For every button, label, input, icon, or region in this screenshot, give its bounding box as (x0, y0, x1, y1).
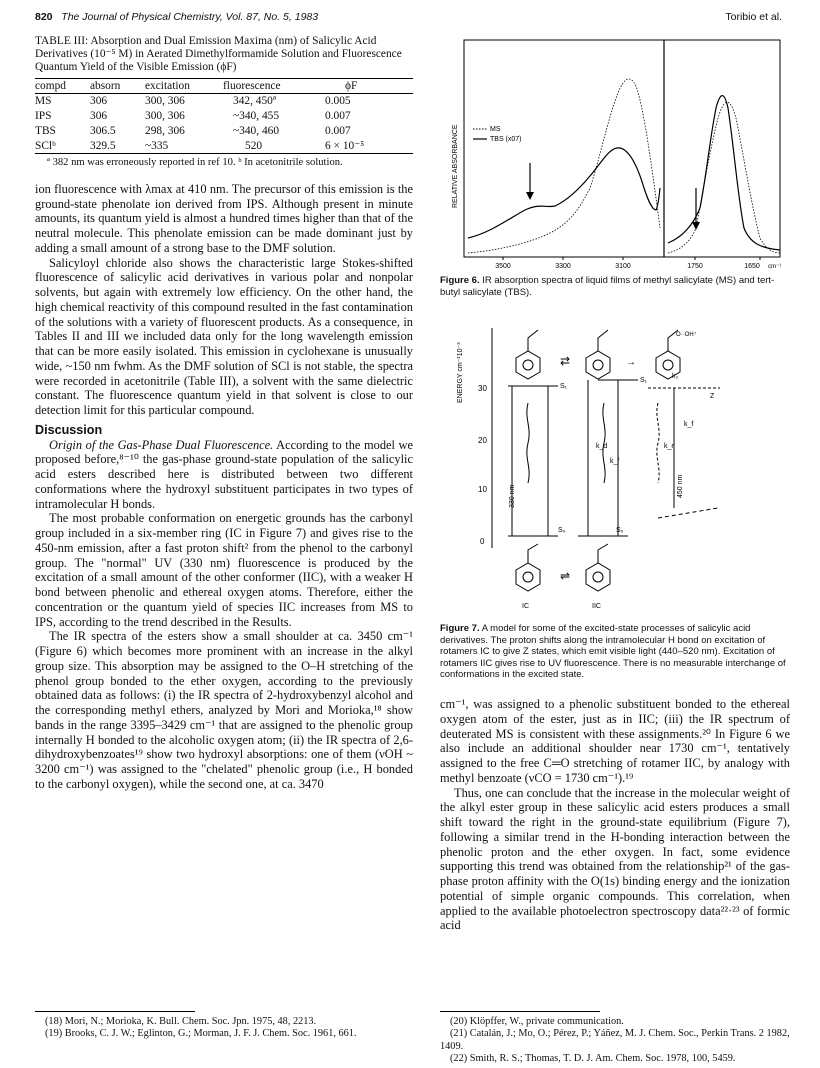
y-tick-label: 10 (478, 485, 487, 494)
cell: ~340, 460 (233, 124, 280, 137)
label-ic: IC (522, 603, 529, 610)
label-330nm: 330 nm (509, 484, 516, 508)
x-tick-label: 3500 (495, 263, 511, 270)
table-header-rule (35, 78, 413, 95)
section-heading: Discussion (35, 422, 103, 437)
cell: 306 (90, 95, 108, 108)
legend-ms: MS (490, 126, 501, 133)
y-tick-label: 0 (480, 537, 485, 546)
cell: 306.5 (90, 124, 116, 137)
x-tick-label: 3100 (615, 263, 631, 270)
wavy-arrow (527, 403, 529, 483)
label-s0: S₀ (616, 527, 624, 534)
y-axis-label: ENERGY cm⁻¹10⁻³ (457, 342, 464, 403)
running-authors: Toribio et al. (725, 11, 782, 23)
label-kf: k_f (684, 421, 694, 428)
molecule-ic-ground (516, 544, 540, 591)
label-k2: k₂ (672, 373, 679, 380)
caption-text: IR absorption spectra of liquid films of methyl salicylate (MS) and tert-butyl salicylate (TBS). (440, 275, 775, 298)
paragraph-text: According to the model we proposed before,⁸⁻¹⁰ the gas-phase ground-state population of the salicylic acid esters described here is distributed between two different conformations where the hydroxyl substituent participates in two types of intramolecular H bonds. (35, 437, 414, 511)
paragraph: ion fluorescence with λmax at 410 nm. The precursor of this emission is the ground-state phenolate ion derived from IPS. Although present in minute amounts, its quantum yield is almost a hundred times higher than that of the neutral molecule. This phenolate emission can be made dominant just by adding a small amount of a strong base to the DMF solution. (35, 181, 413, 255)
paragraph: Thus, one can conclude that the increase in the molecular weight of the alkyl ester group in these salicylic acid esters produces a small shift toward the right in the ground-state equilibrium (Figure 7), following a similar trend in the H-bonding interaction between the phenolic proton and the ether oxygen. In fact, some evidence supporting this trend was obtained from the relationship²¹ of the gas-phase proton affinity with the O(1s) binding energy and the ionization potential of simple organic compounds. This correlation, when applied to the available photoelectron spectroscopy data²²·²³ of formic acid (440, 785, 790, 933)
cell: IPS (35, 110, 52, 123)
paragraph: The IR spectra of the esters show a small shoulder at ca. 3450 cm⁻¹ (Figure 6) which becomes more prominent with an increase in the alkyl group size. This absorption may be assigned to the O–H stretching of the phenol group bonded to the ether oxygen, according to the previously obtained data as follows: (i) the IR spectra of 2-hydroxybenzyl alcohol and the corresponding methyl ethers, analyzed by Mori and Morioka,¹⁸ show bands in the range 3395–3429 cm⁻¹ that are assigned to the phenolic group internally H bonded to the alcoholic oxygen atom; (ii) the IR spectra of 2,6-dihydroxybenzoates¹⁹ show two hydroxyl absorptions: one of them (νOH ~ 3200 cm⁻¹) was assigned to the "chelated" phenolic group (i.e., H bonded to the carbonyl oxygen), while the second one, at ca. 3470 (35, 629, 413, 791)
label-kf: k_f (610, 458, 620, 465)
page-number: 820 (35, 11, 53, 23)
label-z: Z (710, 393, 715, 400)
molecule-iic-ground (586, 544, 610, 591)
equilibrium-symbol: ⇄ (560, 354, 571, 368)
y-tick-label: 30 (478, 384, 487, 393)
reference: (18) Mori, N.; Morioka, K. Bull. Chem. Soc. Jpn. 1975, 48, 2213. (45, 1016, 317, 1027)
x-unit-label: cm⁻¹ (768, 264, 782, 270)
subheading-italic: Origin of the Gas-Phase Dual Fluorescence. (49, 437, 274, 452)
equilibrium-symbol: ⇌ (560, 569, 571, 583)
label-kr: k_r (664, 443, 674, 450)
y-tick-label: 20 (478, 436, 487, 445)
left-references (35, 1011, 413, 1041)
paragraph (35, 438, 413, 512)
table-footnote: ª 382 nm was erroneously reported in ref 10. ᵇ In acetonitrile solution. (47, 157, 343, 169)
cell: 300, 306 (145, 110, 185, 123)
col-header: absorn (90, 79, 121, 92)
figure-6-caption (440, 275, 790, 298)
label-kd: k_d (596, 443, 608, 450)
reference: (19) Brooks, C. J. W.; Eglinton, G.; Morman, J. F. J. Chem. Soc. 1961, 661. (45, 1028, 357, 1040)
paragraph: The most probable conformation on energetic grounds has the carbonyl group included in a six-member ring (IC in Figure 7) and gives rise to the 450-nm emission, after a fast proton shift² from the phenol to the carbonyl group. The "normal" UV (330 nm) fluorescence is produced by the excitation of a small amount of the other conformer (IIC), with a weaker H bond between phenolic and ethereal oxygen atoms. Therefore, either the concentration or the quantum yield of species IIC increases from MS to IPS, according to the trend described in the Results. (35, 511, 413, 629)
journal-title: The Journal of Physical Chemistry, Vol. 87, No. 5, 1983 (61, 11, 319, 23)
cell: 0.005 (325, 95, 351, 108)
ms-curve-right (668, 102, 780, 253)
cell: 6 × 10⁻⁵ (325, 139, 365, 152)
reaction-arrow: → (626, 357, 636, 368)
x-tick-label: 1750 (687, 263, 703, 270)
col-header: excitation (145, 79, 190, 92)
label-450nm: 450 nm (677, 474, 684, 498)
table-3 (35, 79, 413, 94)
figure-6-ir-spectra (440, 38, 790, 270)
molecule-ic-excited (516, 330, 540, 379)
figure-7-energy-diagram (448, 308, 738, 618)
cell: 329.5 (90, 139, 116, 152)
right-column (440, 697, 790, 933)
table-row (35, 109, 413, 124)
x-tick-label: 3300 (555, 263, 571, 270)
legend-tbs: TBS (x07) (490, 136, 522, 143)
label-iic: IIC (592, 603, 601, 610)
table-row (35, 124, 413, 139)
label-s1: S₁ (560, 383, 568, 390)
col-header: compd (35, 79, 67, 92)
running-header (35, 11, 318, 23)
table-row (35, 94, 413, 109)
shoulder-arrowhead-right (692, 222, 700, 230)
paragraph: cm⁻¹, was assigned to a phenolic substituent bonded to the ethereal oxygen atom of the ester, just as in IIC; (iii) the IR spectrum of deuterated MS is consistent with these assignments.²⁰ In Figure 6 we also include an additional shoulder near 1730 cm⁻¹, tentatively assigned to the free C═O stretching of rotamer IIC, by analogy with methyl benzoate (νCO = 1730 cm⁻¹).¹⁹ (440, 697, 790, 785)
y-axis-label: RELATIVE ABSORBANCE (452, 124, 459, 208)
label-s1: S₁ (640, 377, 648, 384)
label-ohplus: O··OH⁺ (676, 332, 697, 338)
cell: 306 (90, 110, 108, 123)
label-s0: S₀ (558, 527, 566, 534)
paragraph: Salicyloyl chloride also shows the characteristic large Stokes-shifted fluorescence of salicylic acid derivatives in various polar and nonpolar solvents, but again with extremely low efficiency. On the other hand, the high chemical reactivity of this compound resulted in the fast contamination of the solutions with a variety of fluorescent products. As a consequence, in Tables II and III we included data only for the long wavelength emission that can be more easily isolated. This emission in cyclohexane is unusually wide, ~150 nm fwhm. As the DMF solution of SCl is not stable, the spectra were recorded in acetonitrile (Table III), a solvent with the same dielectric constant. The fluorescence quantum yield in that solvent is close to our detection limit for this particular compound. (35, 255, 413, 418)
cell: 298, 306 (145, 124, 185, 137)
molecule-iic-excited (586, 330, 610, 379)
right-references (440, 1011, 790, 1066)
cell: ~340, 455 (233, 110, 280, 123)
cell: 0.007 (325, 124, 351, 137)
caption-text: A model for some of the excited-state processes of salicylic acid derivatives. The proton shifts along the intramolecular H bond on excitation of rotamers IC to give Z states, which emit visible light (440–520 nm). Excitation of rotamers IIC gives rise to UV fluorescence. There is no measurable interchange of conformations in the excited state. (440, 623, 786, 681)
footnote-rule (35, 1011, 195, 1012)
z-ground-level (658, 508, 718, 518)
table-row (35, 139, 413, 154)
wavy-arrow (657, 403, 659, 483)
cell: MS (35, 95, 52, 108)
tbs-curve-right (668, 96, 780, 250)
shoulder-arrowhead (526, 192, 534, 200)
cell: 342, 450ª (233, 95, 277, 108)
cell: 520 (245, 139, 263, 152)
col-header: ϕF (345, 79, 358, 92)
cell: TBS (35, 124, 56, 137)
col-header: fluorescence (223, 79, 281, 92)
cell: SClᵇ (35, 139, 56, 152)
table-caption: TABLE III: Absorption and Dual Emission Maxima (nm) of Salicylic Acid Derivatives (10⁻⁵ M) in Aerated Dimethylformamide Solution and Fluorescence Quantum Yield of the Visible Emission (ϕF) (35, 35, 402, 74)
figure-7-caption (440, 623, 790, 681)
reference: (20) Klöpffer, W., private communication. (450, 1016, 624, 1027)
cell: ~335 (145, 139, 169, 152)
table-body (35, 94, 413, 154)
caption-label: Figure 6. (440, 275, 480, 286)
reference: (21) Catalán, J.; Mo, O.; Pérez, P.; Yáñez, M. J. Chem. Soc., Perkin Trans. 2 1982, 1409. (440, 1028, 790, 1052)
x-tick-label: 1650 (744, 263, 760, 270)
left-column (35, 35, 413, 792)
caption-label: Figure 7. (440, 623, 480, 634)
cell: 300, 306 (145, 95, 185, 108)
tbs-curve-left (468, 148, 660, 238)
table-header-row (35, 79, 413, 94)
reference: (22) Smith, R. S.; Thomas, T. D. J. Am. Chem. Soc. 1978, 100, 5459. (450, 1053, 736, 1065)
footnote-rule (440, 1011, 600, 1012)
cell: 0.007 (325, 110, 351, 123)
